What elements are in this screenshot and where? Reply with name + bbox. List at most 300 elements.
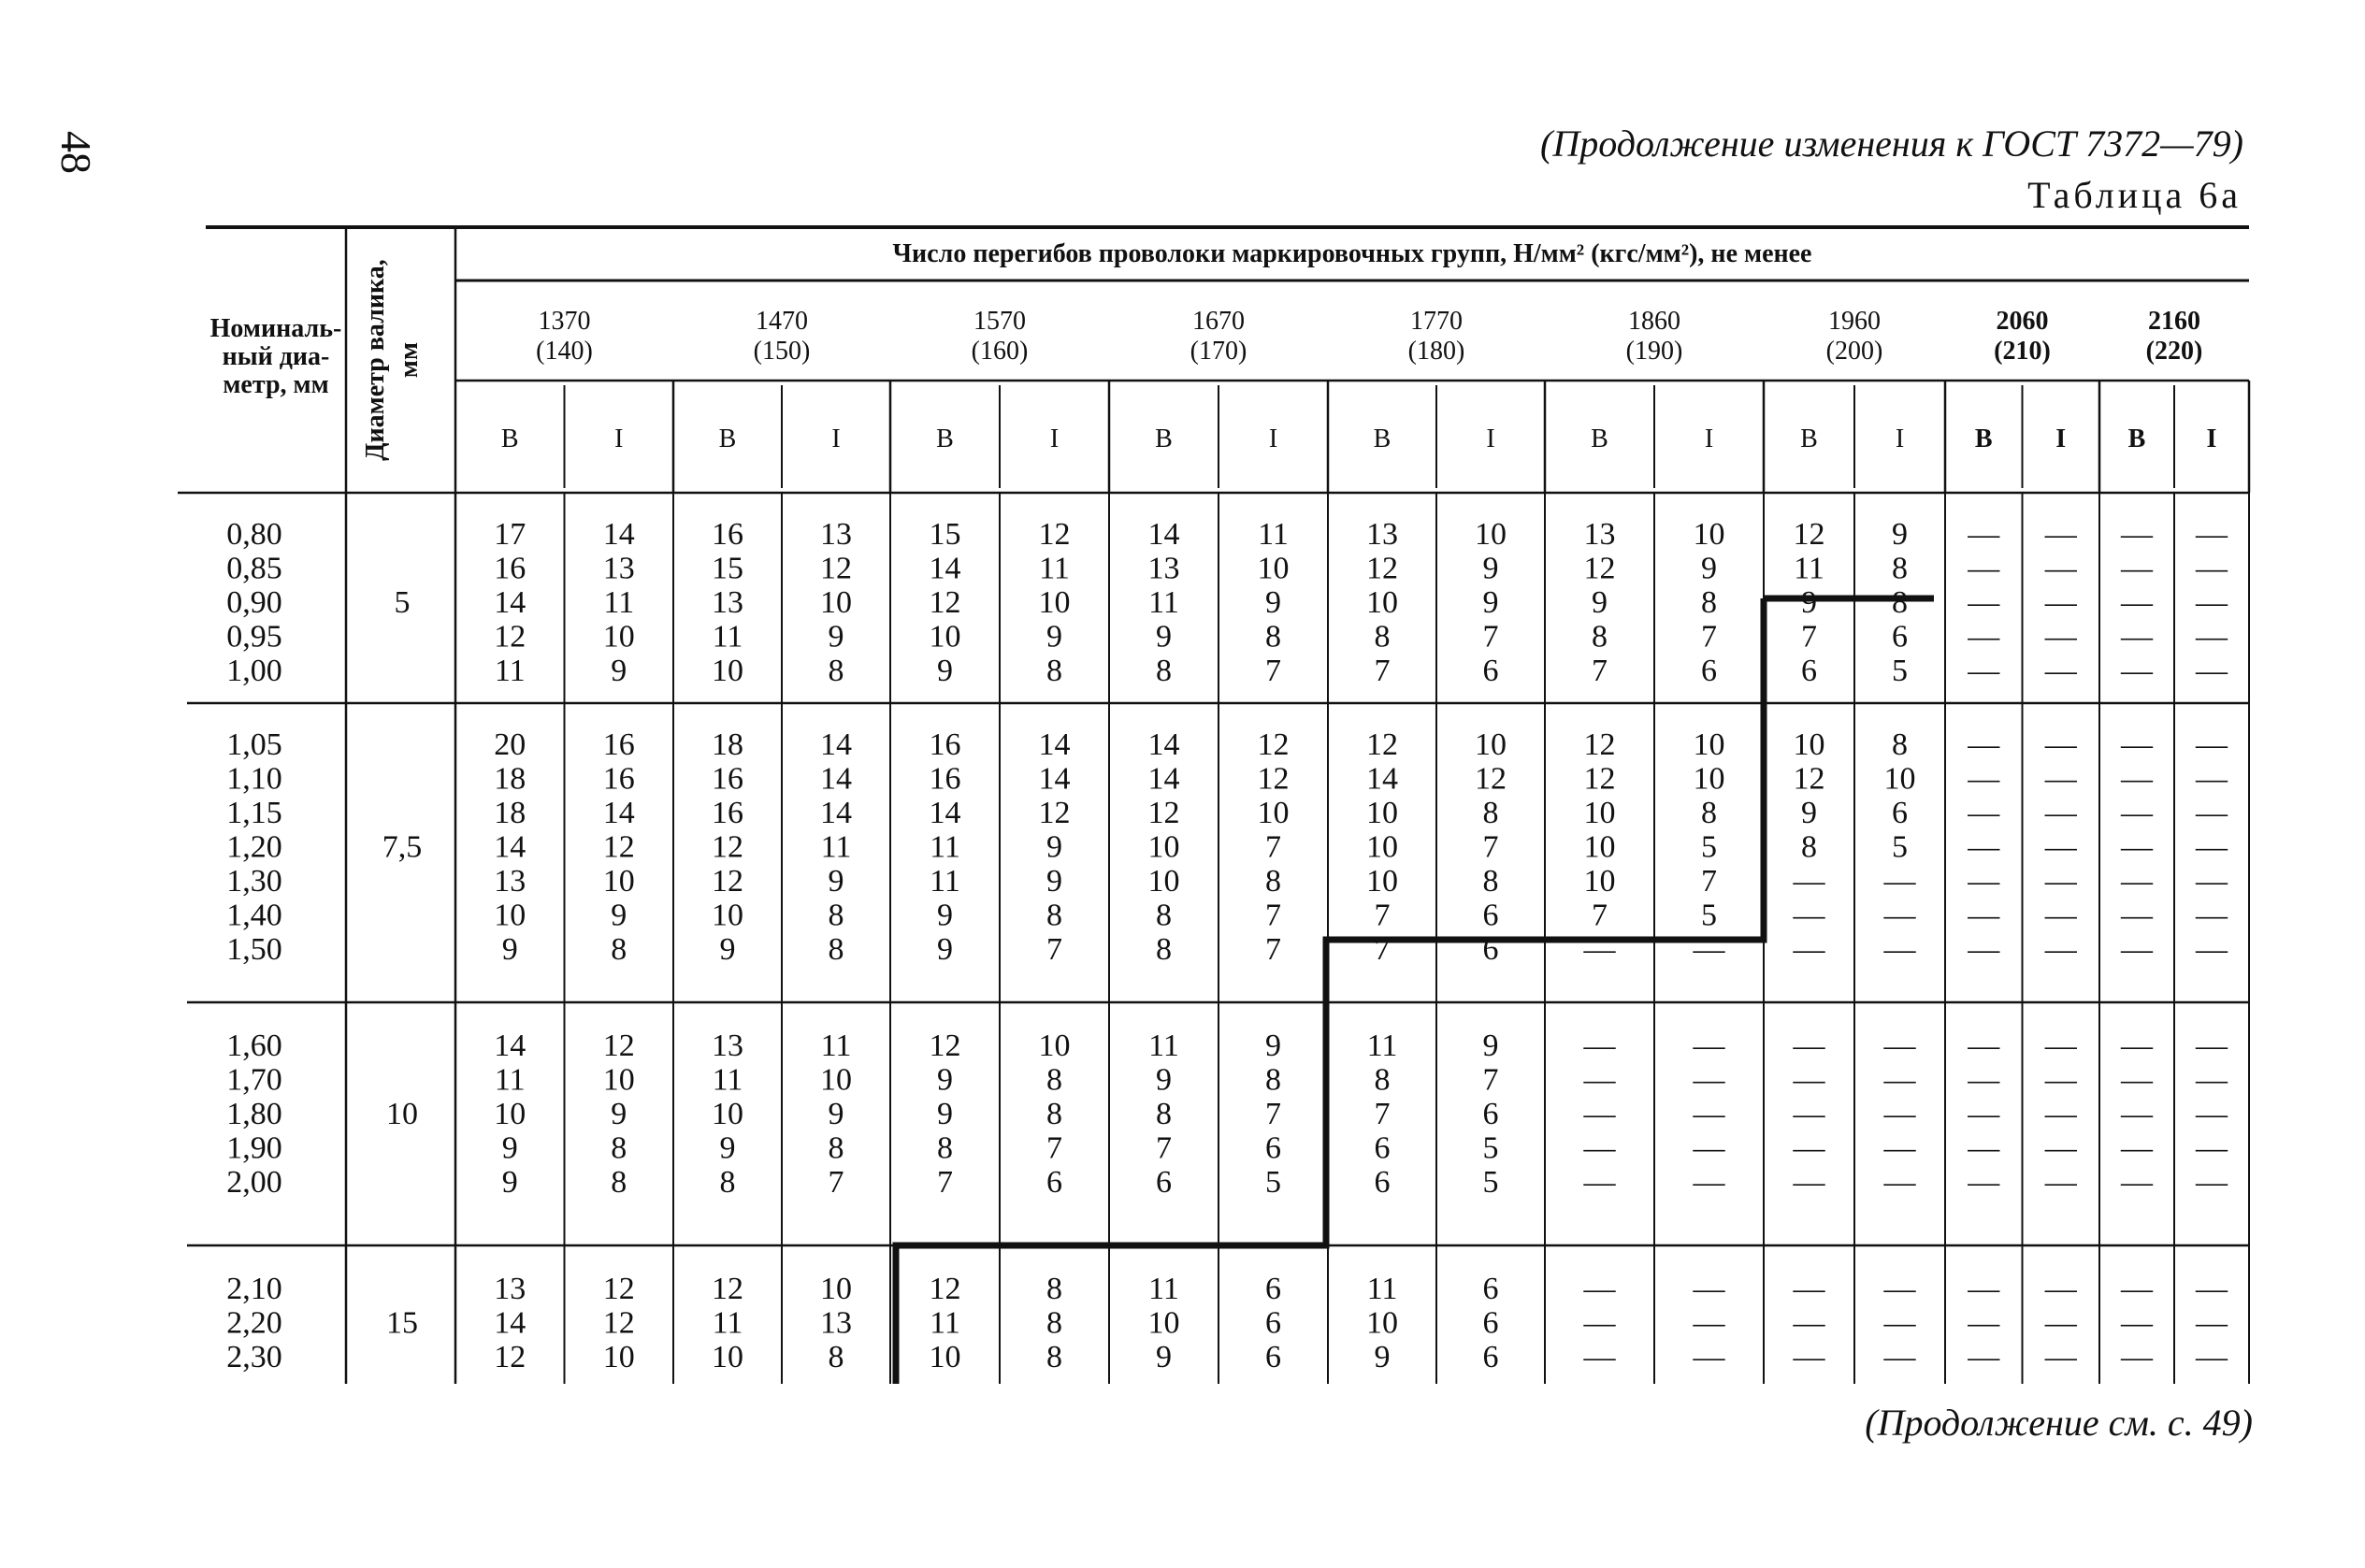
- bend-count-cell: —: [1883, 1029, 1916, 1063]
- bend-count-cell: —: [1883, 1272, 1916, 1306]
- bend-count-cell: 12: [1366, 551, 1398, 586]
- bend-count-cell: 14: [1366, 761, 1398, 797]
- bend-count-cell: 9: [1482, 551, 1499, 586]
- bend-count-cell: 14: [494, 1029, 526, 1063]
- bend-count-cell: 8: [1892, 727, 1908, 762]
- bend-count-cell: 9: [1156, 1062, 1172, 1098]
- bend-count-cell: 10: [1147, 1305, 1180, 1341]
- bend-count-cell: —: [1883, 1062, 1916, 1098]
- bend-count-cell: —: [1793, 1165, 1825, 1200]
- grade-strength: 2160: [2148, 307, 2200, 336]
- bend-count-cell: 8: [1046, 1062, 1062, 1098]
- bend-count-cell: 6: [1801, 654, 1817, 688]
- sub-header-v: В: [1800, 424, 1818, 453]
- bend-count-cell: 9: [828, 1097, 844, 1131]
- bend-count-cell: 8: [611, 932, 627, 967]
- sub-header-v: В: [1155, 424, 1173, 453]
- bend-count-cell: —: [2196, 1097, 2228, 1131]
- bend-count-cell: 14: [1147, 727, 1180, 762]
- bend-count-cell: —: [2044, 1305, 2077, 1341]
- bend-count-cell: —: [2121, 796, 2153, 830]
- bend-count-cell: —: [2196, 654, 2228, 688]
- page-number: 48: [52, 131, 100, 174]
- bend-count-cell: 11: [494, 1062, 526, 1098]
- bend-count-cell: 12: [1475, 761, 1507, 797]
- bend-count-cell: —: [1693, 1340, 1725, 1374]
- bend-count-cell: 8: [1265, 1062, 1281, 1098]
- nominal-diameter: 1,70: [226, 1062, 282, 1098]
- bend-count-cell: —: [2196, 1029, 2228, 1063]
- bend-count-cell: 9: [1156, 619, 1172, 655]
- sub-header-i: I: [1268, 424, 1278, 453]
- bend-count-cell: 12: [712, 1272, 743, 1306]
- bend-count-cell: 9: [1046, 619, 1062, 655]
- bend-count-cell: —: [1883, 1305, 1916, 1341]
- grade-strength: 1570: [973, 307, 1026, 336]
- bend-count-cell: —: [1968, 517, 2000, 552]
- bend-count-cell: 11: [1366, 1029, 1398, 1063]
- bend-count-cell: 7: [1482, 619, 1499, 655]
- bend-count-cell: 12: [602, 1305, 635, 1341]
- bend-count-cell: —: [1793, 1097, 1825, 1131]
- bend-count-cell: 11: [712, 619, 743, 655]
- bend-count-cell: 11: [1366, 1272, 1398, 1306]
- bend-count-cell: —: [1793, 1305, 1825, 1341]
- bend-count-cell: —: [1968, 1165, 2000, 1200]
- bend-count-cell: 8: [828, 932, 844, 967]
- bend-count-cell: —: [1793, 1340, 1825, 1374]
- bend-count-cell: 8: [1374, 619, 1391, 655]
- nominal-diameter: 2,30: [226, 1340, 282, 1374]
- bend-count-cell: —: [2121, 932, 2153, 967]
- bend-count-cell: 6: [1892, 796, 1908, 830]
- roller-diameter: 10: [386, 1097, 418, 1131]
- bend-count-cell: —: [2044, 1062, 2077, 1098]
- bend-count-cell: —: [2044, 1165, 2077, 1200]
- bend-count-cell: 6: [1482, 1097, 1499, 1131]
- bend-count-cell: 9: [937, 898, 953, 933]
- bend-count-cell: 6: [1046, 1165, 1062, 1200]
- bend-count-cell: —: [1793, 1029, 1825, 1063]
- bend-count-cell: —: [2044, 727, 2077, 762]
- bend-count-cell: 13: [1147, 551, 1180, 586]
- bend-count-cell: 10: [1883, 761, 1916, 797]
- bend-count-cell: 10: [1366, 829, 1398, 865]
- bend-count-cell: 10: [1147, 829, 1180, 865]
- bend-count-cell: 10: [1038, 585, 1071, 620]
- sub-header-i: I: [2055, 424, 2067, 453]
- bend-count-cell: 7: [1374, 898, 1391, 933]
- bend-count-cell: —: [2044, 864, 2077, 899]
- nominal-diameter: 1,50: [226, 932, 282, 967]
- bend-count-cell: 12: [1147, 796, 1180, 830]
- bend-count-cell: —: [2196, 619, 2228, 655]
- bend-count-cell: 14: [1147, 761, 1180, 797]
- bend-count-cell: 14: [602, 796, 635, 830]
- sub-header-i: I: [614, 424, 624, 453]
- bend-count-cell: —: [2044, 761, 2077, 797]
- bend-count-cell: —: [1583, 1340, 1616, 1374]
- bend-count-cell: 7: [1701, 619, 1717, 655]
- bend-count-cell: —: [2044, 1097, 2077, 1131]
- sub-header-v: В: [718, 424, 737, 453]
- bend-count-cell: 13: [1366, 517, 1398, 552]
- bend-count-cell: 6: [1482, 898, 1499, 933]
- bend-count-cell: 12: [712, 829, 743, 865]
- bend-count-cell: —: [2196, 761, 2228, 797]
- grade-strength-kgf: (220): [2145, 337, 2203, 366]
- bend-count-cell: —: [1883, 932, 1916, 967]
- bend-count-cell: 7: [1482, 1062, 1499, 1098]
- bend-count-cell: 16: [929, 727, 961, 762]
- sub-header-i: I: [1049, 424, 1060, 453]
- bend-count-cell: 11: [820, 1029, 852, 1063]
- bend-count-cell: 10: [1038, 1029, 1071, 1063]
- bend-count-cell: 6: [1265, 1130, 1281, 1166]
- bend-count-cell: 6: [1265, 1305, 1281, 1341]
- bend-count-cell: 7: [1374, 932, 1391, 967]
- header-nominal-diameter: Номиналь-: [209, 314, 342, 343]
- bend-count-cell: 10: [602, 864, 635, 899]
- bend-count-cell: 10: [712, 898, 743, 933]
- bend-count-cell: —: [1968, 1272, 2000, 1306]
- bend-count-cell: 10: [1366, 864, 1398, 899]
- sub-header-i: I: [2206, 424, 2217, 453]
- bend-count-cell: 5: [1482, 1165, 1499, 1200]
- bend-count-cell: 9: [611, 1097, 627, 1131]
- bend-count-cell: —: [1883, 1097, 1916, 1131]
- bend-count-cell: 15: [712, 551, 743, 586]
- bend-count-cell: —: [1693, 1097, 1725, 1131]
- header-roller-diameter: мм: [395, 341, 424, 379]
- bend-count-cell: —: [2196, 898, 2228, 933]
- roller-diameter: 5: [394, 585, 411, 620]
- bend-count-cell: —: [1793, 1062, 1825, 1098]
- bend-count-cell: 12: [1038, 517, 1071, 552]
- nominal-diameter: 1,05: [226, 727, 282, 762]
- bend-count-cell: —: [1968, 932, 2000, 967]
- bend-count-cell: —: [1693, 1029, 1725, 1063]
- bend-count-cell: 14: [494, 829, 526, 865]
- bend-count-cell: 12: [494, 1340, 526, 1374]
- bend-count-cell: 8: [1701, 585, 1717, 620]
- bend-count-cell: —: [2044, 1272, 2077, 1306]
- bend-count-cell: 9: [1801, 796, 1817, 830]
- bend-count-cell: —: [2121, 761, 2153, 797]
- sub-header-i: I: [1486, 424, 1495, 453]
- bend-count-cell: 12: [602, 829, 635, 865]
- bend-count-cell: 14: [929, 796, 961, 830]
- nominal-diameter: 2,00: [226, 1165, 282, 1200]
- bend-count-cell: —: [2121, 1029, 2153, 1063]
- grade-strength-kgf: (190): [1625, 337, 1683, 366]
- bend-count-cell: 9: [719, 932, 736, 967]
- bend-count-cell: 9: [828, 864, 844, 899]
- bend-count-cell: —: [1693, 1272, 1725, 1306]
- bend-count-cell: —: [1883, 864, 1916, 899]
- bend-count-cell: —: [2044, 898, 2077, 933]
- bend-count-cell: 10: [1693, 727, 1725, 762]
- bend-count-cell: 10: [929, 1340, 961, 1374]
- bend-count-cell: 10: [1583, 829, 1616, 865]
- bend-count-cell: 8: [1265, 619, 1281, 655]
- bend-count-cell: 9: [1374, 1340, 1391, 1374]
- bend-count-cell: 6: [1482, 654, 1499, 688]
- bend-count-cell: 16: [712, 517, 743, 552]
- bend-count-cell: 9: [937, 932, 953, 967]
- bend-count-cell: 8: [1265, 864, 1281, 899]
- sub-header-v: В: [2127, 424, 2146, 453]
- table-title: Таблица 6а: [2027, 174, 2242, 216]
- bend-count-cell: 10: [712, 654, 743, 688]
- header-nominal-diameter: метр, мм: [223, 370, 329, 399]
- bend-count-cell: 10: [602, 619, 635, 655]
- header-bend-count: Число перегибов проволоки маркировочных групп, Н/мм² (кгс/мм²), не менее: [892, 239, 1812, 268]
- bend-count-cell: —: [1793, 1272, 1825, 1306]
- bend-count-cell: 11: [603, 585, 635, 620]
- bend-count-cell: 5: [1892, 829, 1908, 865]
- bend-count-cell: 9: [1701, 551, 1717, 586]
- bend-count-cell: 10: [1793, 727, 1825, 762]
- bend-count-cell: —: [2044, 829, 2077, 865]
- bend-count-cell: 8: [719, 1165, 736, 1200]
- bend-count-cell: 7: [1265, 932, 1281, 967]
- bend-count-cell: 14: [820, 727, 852, 762]
- bend-count-cell: 5: [1482, 1130, 1499, 1166]
- grade-strength: 1470: [756, 307, 808, 336]
- continuation-footer: (Продолжение см. с. 49): [1865, 1402, 2253, 1444]
- bend-count-cell: —: [2196, 796, 2228, 830]
- bend-count-cell: 14: [820, 796, 852, 830]
- bend-count-cell: —: [1583, 1062, 1616, 1098]
- bend-count-cell: —: [1968, 551, 2000, 586]
- bend-count-cell: 10: [602, 1062, 635, 1098]
- bend-count-cell: —: [1693, 1305, 1725, 1341]
- bend-count-cell: —: [1968, 898, 2000, 933]
- bend-count-cell: —: [2196, 1272, 2228, 1306]
- bend-count-cell: 12: [820, 551, 852, 586]
- bend-count-cell: 6: [1265, 1340, 1281, 1374]
- bend-count-cell: 7: [937, 1165, 953, 1200]
- bend-count-cell: 17: [494, 517, 526, 552]
- bend-count-cell: 12: [602, 1029, 635, 1063]
- bend-count-cell: —: [2196, 1165, 2228, 1200]
- bend-count-cell: 10: [494, 1097, 526, 1131]
- bend-count-cell: 13: [712, 1029, 743, 1063]
- bend-count-cell: 9: [937, 1097, 953, 1131]
- bend-count-cell: —: [1583, 1097, 1616, 1131]
- bend-count-cell: 9: [1592, 585, 1608, 620]
- bend-count-cell: 10: [820, 585, 852, 620]
- bend-count-cell: 14: [929, 551, 961, 586]
- bend-count-cell: 16: [712, 761, 743, 797]
- bend-count-cell: —: [1693, 1062, 1725, 1098]
- bend-count-cell: 8: [1482, 796, 1499, 830]
- bend-count-cell: 9: [1482, 1029, 1499, 1063]
- bend-count-cell: 14: [1038, 727, 1071, 762]
- grade-strength: 2060: [1996, 307, 2049, 336]
- bend-count-cell: —: [1968, 829, 2000, 865]
- bend-count-cell: 7: [1265, 898, 1281, 933]
- bend-count-cell: 11: [1794, 551, 1824, 586]
- bend-count-cell: —: [1883, 1165, 1916, 1200]
- bend-count-cell: 10: [1147, 864, 1180, 899]
- roller-diameter: 7,5: [382, 829, 423, 865]
- bend-count-cell: 7: [1046, 932, 1062, 967]
- nominal-diameter: 1,90: [226, 1130, 282, 1166]
- bend-count-cell: 14: [494, 1305, 526, 1341]
- bend-count-cell: 7: [1265, 654, 1281, 688]
- grade-strength-kgf: (200): [1825, 337, 1883, 366]
- bend-count-cell: 9: [1046, 864, 1062, 899]
- bend-count-cell: 10: [1366, 585, 1398, 620]
- bend-count-cell: 7: [828, 1165, 844, 1200]
- bend-count-cell: 8: [828, 1130, 844, 1166]
- bend-count-cell: 7: [1265, 1097, 1281, 1131]
- bend-count-cell: 9: [501, 1165, 518, 1200]
- bend-count-cell: 11: [930, 829, 960, 865]
- bend-count-cell: —: [2196, 864, 2228, 899]
- bend-count-cell: —: [2121, 1340, 2153, 1374]
- bend-count-cell: 7: [1265, 829, 1281, 865]
- bend-count-cell: —: [2196, 1130, 2228, 1166]
- bend-count-cell: 10: [820, 1062, 852, 1098]
- bend-count-cell: 12: [602, 1272, 635, 1306]
- bend-count-cell: 16: [712, 796, 743, 830]
- bend-count-cell: 16: [602, 727, 635, 762]
- bend-count-cell: 14: [494, 585, 526, 620]
- nominal-diameter: 1,20: [226, 829, 282, 865]
- bend-count-cell: 6: [1482, 1340, 1499, 1374]
- bend-count-cell: 5: [1701, 829, 1717, 865]
- grade-strength-kgf: (180): [1407, 337, 1465, 366]
- grade-strength-kgf: (210): [1994, 337, 2051, 366]
- bend-count-cell: 9: [1156, 1340, 1172, 1374]
- bend-count-cell: 10: [1257, 551, 1290, 586]
- bend-count-cell: 6: [1265, 1272, 1281, 1306]
- bend-count-cell: 16: [602, 761, 635, 797]
- bend-count-cell: 16: [494, 551, 526, 586]
- bend-count-cell: 8: [1801, 829, 1817, 865]
- bend-count-cell: —: [1793, 932, 1825, 967]
- bend-count-cell: 12: [1366, 727, 1398, 762]
- bend-count-cell: —: [2121, 898, 2153, 933]
- sub-header-i: I: [1895, 424, 1905, 453]
- bend-count-cell: 12: [1257, 727, 1290, 762]
- bend-count-cell: 6: [1892, 619, 1908, 655]
- bend-count-cell: —: [1968, 796, 2000, 830]
- bend-count-cell: 9: [937, 1062, 953, 1098]
- grade-strength: 1860: [1628, 307, 1680, 336]
- bend-count-cell: —: [2044, 551, 2077, 586]
- bend-count-cell: 8: [611, 1130, 627, 1166]
- bend-count-cell: —: [1968, 619, 2000, 655]
- bend-count-cell: —: [1883, 1340, 1916, 1374]
- bend-count-cell: 12: [1257, 761, 1290, 797]
- bend-count-cell: 9: [1801, 585, 1817, 620]
- bend-count-cell: 6: [1156, 1165, 1172, 1200]
- bend-count-cell: 10: [494, 898, 526, 933]
- nominal-diameter: 2,20: [226, 1305, 282, 1341]
- bend-count-cell: 18: [494, 796, 526, 830]
- bend-count-cell: —: [2121, 619, 2153, 655]
- bend-count-cell: 10: [929, 619, 961, 655]
- bend-count-cell: 7: [1156, 1130, 1172, 1166]
- bend-count-cell: —: [1583, 1029, 1616, 1063]
- bend-count-cell: 10: [1693, 517, 1725, 552]
- bend-count-cell: —: [1693, 932, 1725, 967]
- sub-header-v: В: [1373, 424, 1392, 453]
- bend-count-cell: 8: [1156, 654, 1172, 688]
- bend-count-cell: —: [1968, 727, 2000, 762]
- nominal-diameter: 1,00: [226, 654, 282, 688]
- bend-count-cell: 12: [1793, 761, 1825, 797]
- bend-count-cell: —: [2196, 551, 2228, 586]
- bend-count-cell: 9: [501, 932, 518, 967]
- bend-count-cell: —: [1583, 1305, 1616, 1341]
- bend-count-cell: 12: [1583, 761, 1616, 797]
- bend-count-cell: —: [1583, 1272, 1616, 1306]
- bend-count-cell: 9: [719, 1130, 736, 1166]
- bend-count-cell: 14: [602, 517, 635, 552]
- bend-count-cell: 8: [611, 1165, 627, 1200]
- header-roller-diameter: Диаметр валика,: [361, 259, 390, 461]
- bend-count-cell: 8: [1046, 1305, 1062, 1341]
- bend-count-cell: 14: [820, 761, 852, 797]
- bend-count-cell: 9: [1265, 585, 1281, 620]
- bend-count-cell: —: [2196, 585, 2228, 620]
- nominal-diameter: 0,95: [226, 619, 282, 655]
- bend-count-cell: 6: [1482, 1272, 1499, 1306]
- bend-count-cell: —: [2044, 932, 2077, 967]
- nominal-diameter: 2,10: [226, 1272, 282, 1306]
- bend-count-cell: 5: [1892, 654, 1908, 688]
- bend-count-cell: 8: [1046, 1340, 1062, 1374]
- bend-count-cell: —: [1583, 1165, 1616, 1200]
- bend-count-cell: 13: [820, 1305, 852, 1341]
- bend-count-cell: 10: [712, 1097, 743, 1131]
- grade-strength-kgf: (160): [971, 337, 1029, 366]
- bend-count-cell: 10: [1366, 1305, 1398, 1341]
- bend-count-cell: 7: [1046, 1130, 1062, 1166]
- bend-count-cell: 15: [929, 517, 961, 552]
- bend-count-cell: —: [2196, 727, 2228, 762]
- bend-count-cell: —: [1693, 1130, 1725, 1166]
- bend-count-cell: 8: [1156, 898, 1172, 933]
- grade-strength: 1770: [1410, 307, 1463, 336]
- bend-count-cell: 9: [1892, 517, 1908, 552]
- bend-count-cell: 10: [1693, 761, 1725, 797]
- bend-count-cell: 10: [1583, 796, 1616, 830]
- bend-count-cell: 6: [1482, 1305, 1499, 1341]
- bend-count-cell: 8: [1892, 585, 1908, 620]
- bend-count-cell: 18: [494, 761, 526, 797]
- bend-count-cell: 10: [1475, 517, 1507, 552]
- nominal-diameter: 1,40: [226, 898, 282, 933]
- bend-count-cell: —: [2121, 551, 2153, 586]
- bend-count-cell: 11: [930, 864, 960, 899]
- nominal-diameter: 1,60: [226, 1029, 282, 1063]
- bend-count-cell: —: [1968, 1305, 2000, 1341]
- bend-count-cell: 10: [712, 1340, 743, 1374]
- bend-count-cell: 14: [1147, 517, 1180, 552]
- nominal-diameter: 1,15: [226, 796, 282, 830]
- bend-count-cell: 12: [494, 619, 526, 655]
- bend-count-cell: 10: [1366, 796, 1398, 830]
- header-nominal-diameter: ный диа-: [222, 342, 330, 371]
- bend-count-cell: 11: [930, 1305, 960, 1341]
- bend-count-cell: 12: [1583, 551, 1616, 586]
